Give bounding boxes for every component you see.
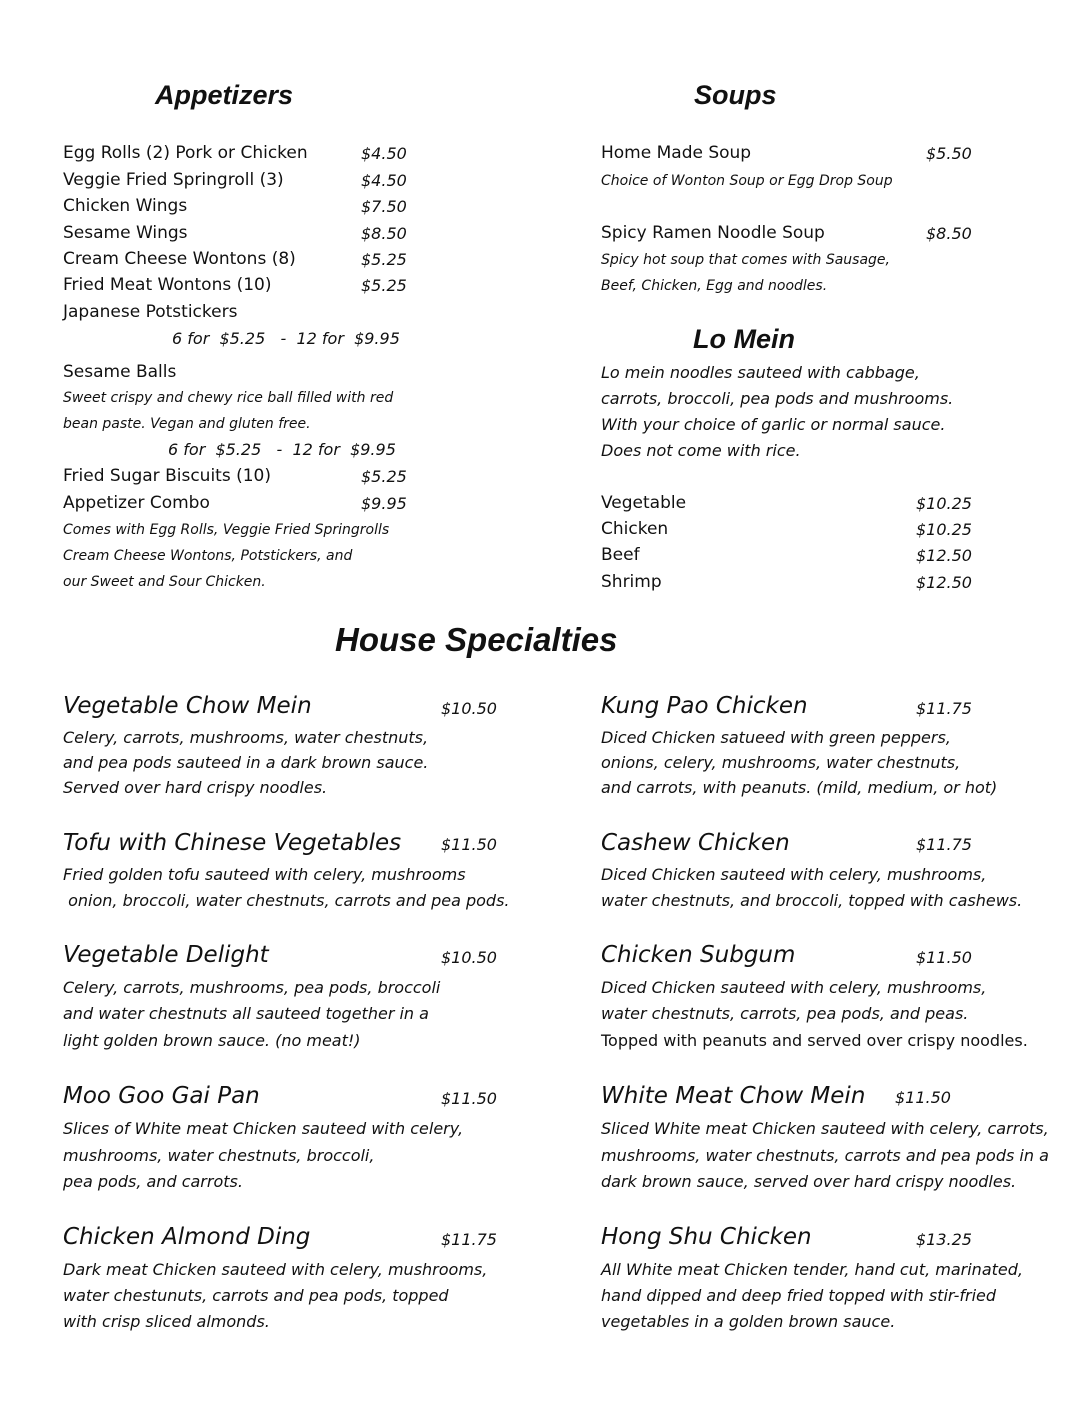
specialty-desc: dark brown sauce, served over hard crispy noodles. [601,1172,1017,1191]
menu-item-name: Sesame Balls [63,362,177,382]
specialty-desc: Celery, carrots, mushrooms, pea pods, broccoli [63,978,441,997]
specialty-desc: Served over hard crispy noodles. [63,778,328,797]
house-specialties-heading: House Specialties [335,621,618,658]
menu-item-price: $10.25 [916,494,972,513]
menu-item-pricing: 6 for $5.25 - 12 for $9.95 [172,329,400,348]
specialty-desc: Diced Chicken satueed with green peppers, [601,728,951,747]
menu-item-price: $10.25 [916,520,972,539]
menu-item-name: Appetizer Combo [63,493,210,513]
specialty-name: Hong Shu Chicken [601,1224,812,1250]
specialty-price: $11.50 [916,948,972,967]
menu-item-desc: our Sweet and Sour Chicken. [63,574,266,590]
specialty-desc: with crisp sliced almonds. [63,1312,270,1331]
menu-item-name: Veggie Fried Springroll (3) [63,170,284,190]
specialty-desc: water chestunuts, carrots and pea pods, topped [63,1286,449,1305]
menu-item-name: Sesame Wings [63,223,188,243]
menu-item-price: $9.95 [361,494,407,513]
specialty-name: Vegetable Chow Mein [63,693,312,719]
menu-item-price: $12.50 [916,573,972,592]
menu-item-pricing: 6 for $5.25 - 12 for $9.95 [168,440,396,459]
specialty-name: White Meat Chow Mein [601,1083,866,1109]
specialty-desc: pea pods, and carrots. [63,1172,243,1191]
menu-item-name: Egg Rolls (2) Pork or Chicken [63,143,308,163]
menu-item-price: $8.50 [361,224,407,243]
specialty-desc: Slices of White meat Chicken sauteed with celery, [63,1119,464,1138]
specialty-desc: hand dipped and deep fried topped with stir-fried [601,1286,997,1305]
menu-item-name: Cream Cheese Wontons (8) [63,249,296,269]
menu-item-name: Fried Meat Wontons (10) [63,275,272,295]
menu-item-desc: Comes with Egg Rolls, Veggie Fried Springrolls [63,522,390,538]
menu-item-desc: Sweet crispy and chewy rice ball filled with red [63,390,394,406]
specialty-name: Kung Pao Chicken [601,693,808,719]
menu-item-desc: bean paste. Vegan and gluten free. [63,416,311,432]
specialty-desc: Dark meat Chicken sauteed with celery, mushrooms, [63,1260,488,1279]
menu-item-price: $4.50 [361,144,407,163]
lo-mein-desc: carrots, broccoli, pea pods and mushrooms. [601,389,954,408]
menu-item-price: $12.50 [916,546,972,565]
specialty-desc: Diced Chicken sauteed with celery, mushrooms, [601,978,987,997]
menu-item-name: Japanese Potstickers [63,302,238,322]
specialty-desc: Sliced White meat Chicken sauteed with celery, carrots, [601,1119,1049,1138]
specialty-name: Chicken Subgum [601,942,796,968]
specialty-desc: and pea pods sauteed in a dark brown sauce. [63,753,429,772]
menu-item-name: Spicy Ramen Noodle Soup [601,223,825,243]
specialty-desc: Diced Chicken sauteed with celery, mushrooms, [601,865,987,884]
specialty-price: $11.50 [441,1089,497,1108]
lo-mein-desc: With your choice of garlic or normal sauce. [601,415,946,434]
menu-item-name: Beef [601,545,640,565]
specialty-desc: onions, celery, mushrooms, water chestnuts, [601,753,961,772]
specialty-price: $10.50 [441,699,497,718]
specialty-desc: onion, broccoli, water chestnuts, carrots and pea pods. [63,891,510,910]
lo-mein-desc: Does not come with rice. [601,441,801,460]
lo-mein-desc: Lo mein noodles sauteed with cabbage, [601,363,920,382]
specialty-price: $11.75 [916,699,972,718]
specialty-name: Vegetable Delight [63,942,269,968]
menu-item-name: Chicken Wings [63,196,188,216]
menu-item-price: $5.25 [361,276,407,295]
menu-item-name: Home Made Soup [601,143,752,163]
specialty-desc: Fried golden tofu sauteed with celery, mushrooms [63,865,466,884]
specialty-desc: vegetables in a golden brown sauce. [601,1312,896,1331]
specialty-desc: water chestnuts, and broccoli, topped with cashews. [601,891,1023,910]
menu-item-price: $5.25 [361,467,407,486]
soups-heading: Soups [694,80,777,110]
menu-item-desc: Choice of Wonton Soup or Egg Drop Soup [601,173,893,189]
menu-item-name: Fried Sugar Biscuits (10) [63,466,271,486]
specialty-desc: Topped with peanuts and served over crispy noodles. [601,1031,1028,1050]
specialty-desc: Celery, carrots, mushrooms, water chestnuts, [63,728,429,747]
specialty-name: Tofu with Chinese Vegetables [63,830,402,856]
menu-item-price: $8.50 [926,224,972,243]
specialty-price: $13.25 [916,1230,972,1249]
menu-item-price: $5.25 [361,250,407,269]
specialty-price: $11.50 [895,1088,951,1107]
specialty-price: $11.75 [441,1230,497,1249]
menu-item-name: Chicken [601,519,669,539]
specialty-desc: mushrooms, water chestnuts, broccoli, [63,1146,375,1165]
menu-item-desc: Spicy hot soup that comes with Sausage, [601,252,890,268]
specialty-desc: All White meat Chicken tender, hand cut, marinated, [601,1260,1023,1279]
menu-item-price: $5.50 [926,144,972,163]
specialty-desc: mushrooms, water chestnuts, carrots and pea pods in a [601,1146,1049,1165]
specialty-name: Cashew Chicken [601,830,790,856]
lo-mein-heading: Lo Mein [693,324,795,354]
specialty-desc: and carrots, with peanuts. (mild, medium, or hot) [601,778,998,797]
appetizers-heading: Appetizers [155,80,294,110]
specialty-price: $11.50 [441,835,497,854]
specialty-name: Moo Goo Gai Pan [63,1083,260,1109]
menu-item-desc: Beef, Chicken, Egg and noodles. [601,278,828,294]
specialty-price: $11.75 [916,835,972,854]
specialty-desc: water chestnuts, carrots, pea pods, and peas. [601,1004,969,1023]
specialty-name: Chicken Almond Ding [63,1224,311,1250]
specialty-price: $10.50 [441,948,497,967]
menu-item-name: Shrimp [601,572,662,592]
menu-item-price: $4.50 [361,171,407,190]
specialty-desc: light golden brown sauce. (no meat!) [63,1031,361,1050]
specialty-desc: and water chestnuts all sauteed together in a [63,1004,429,1023]
menu-item-price: $7.50 [361,197,407,216]
menu-item-name: Vegetable [601,493,687,513]
menu-item-desc: Cream Cheese Wontons, Potstickers, and [63,548,353,564]
